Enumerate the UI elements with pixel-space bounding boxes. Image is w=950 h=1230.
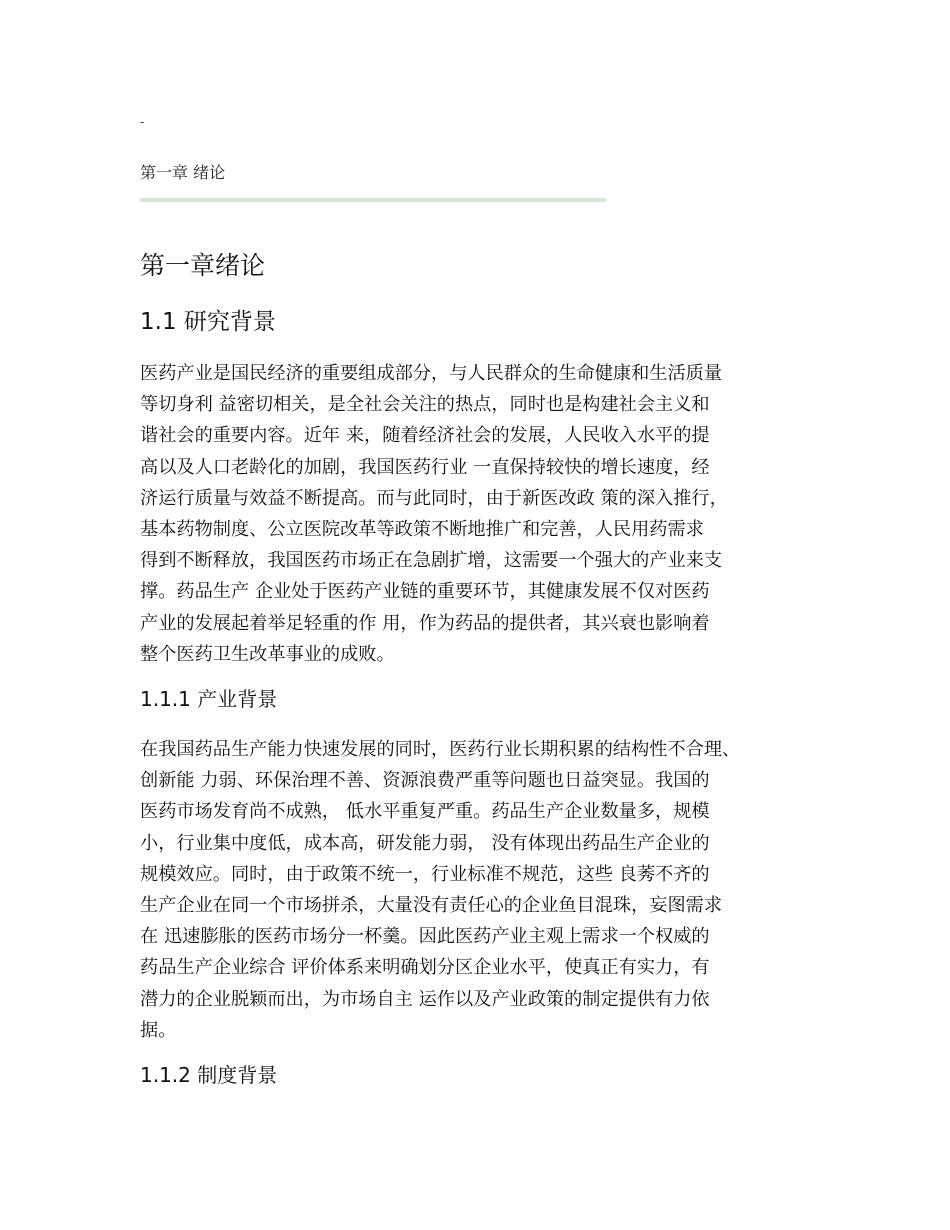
text-line: 基本药物制度、公立医院改革等政策不断地推广和完善，人民用药需求 xyxy=(140,519,704,541)
text-line: 生产企业在同一个市场拼杀，大量没有责任心的企业鱼目混珠，妄图需求 xyxy=(140,895,723,917)
text-line: 医药产业是国民经济的重要组成部分，与人民群众的生命健康和生活质量 xyxy=(140,363,723,384)
header-dash: - xyxy=(140,115,145,129)
text-line: 医药市场发育尚不成熟， 低水平重复严重。药品生产企业数量多，规模 xyxy=(140,801,710,823)
text-line: 谐社会的重要内容。近年 来，随着经济社会的发展，人民收入水平的提 xyxy=(140,425,710,447)
text-line: 潜力的企业脱颖而出，为市场自主 运作以及产业政策的制定提供有力依 xyxy=(140,988,710,1010)
text-line: 撑。药品生产 企业处于医药产业链的重要环节，其健康发展不仅对医药 xyxy=(140,581,710,603)
text-line: 小，行业集中度低，成本高，研发能力弱， 没有体现出药品生产企业的 xyxy=(140,832,710,854)
section-heading-research-background: 1.1 研究背景 xyxy=(140,309,276,335)
text-line: 产业的发展起着举足轻重的作 用，作为药品的提供者，其兴衰也影响着 xyxy=(140,612,710,634)
paragraph-industry-background xyxy=(140,734,820,1046)
text-line: 高以及人口老龄化的加剧，我国医药行业 一直保持较快的增长速度，经 xyxy=(140,456,710,478)
running-header-title: 第一章 绪论 xyxy=(140,163,226,182)
text-line: 等切身利 益密切相关，是全社会关注的热点，同时也是构建社会主义和 xyxy=(140,394,710,416)
text-line: 规模效应。同时，由于政策不统一，行业标准不规范，这些 良莠不齐的 xyxy=(140,863,710,885)
text-line: 得到不断释放，我国医药市场正在急剧扩增，这需要一个强大的产业来支 xyxy=(140,550,723,572)
header-divider xyxy=(140,198,606,202)
text-line: 在我国药品生产能力快速发展的同时，医药行业长期积累的结构性不合理、 xyxy=(140,739,741,761)
paragraph-research-background xyxy=(140,358,820,670)
section-heading-industry-background: 1.1.1 产业背景 xyxy=(140,687,278,712)
chapter-title: 第一章绪论 xyxy=(140,251,266,280)
text-line: 在 迅速膨胀的医药市场分一杯羹。因此医药产业主观上需求一个权威的 xyxy=(140,926,710,948)
section-heading-institutional-background: 1.1.2 制度背景 xyxy=(140,1063,278,1088)
text-line: 据。 xyxy=(140,1019,177,1041)
text-line: 济运行质量与效益不断提高。而与此同时，由于新医改政 策的深入推行， xyxy=(140,487,728,509)
text-line: 整个医药卫生改革事业的成败。 xyxy=(140,643,395,665)
text-line: 创新能 力弱、环保治理不善、资源浪费严重等问题也日益突显。我国的 xyxy=(140,770,710,792)
text-line: 药品生产企业综合 评价体系来明确划分区企业水平，使真正有实力，有 xyxy=(140,957,710,979)
document-body xyxy=(140,248,820,1110)
